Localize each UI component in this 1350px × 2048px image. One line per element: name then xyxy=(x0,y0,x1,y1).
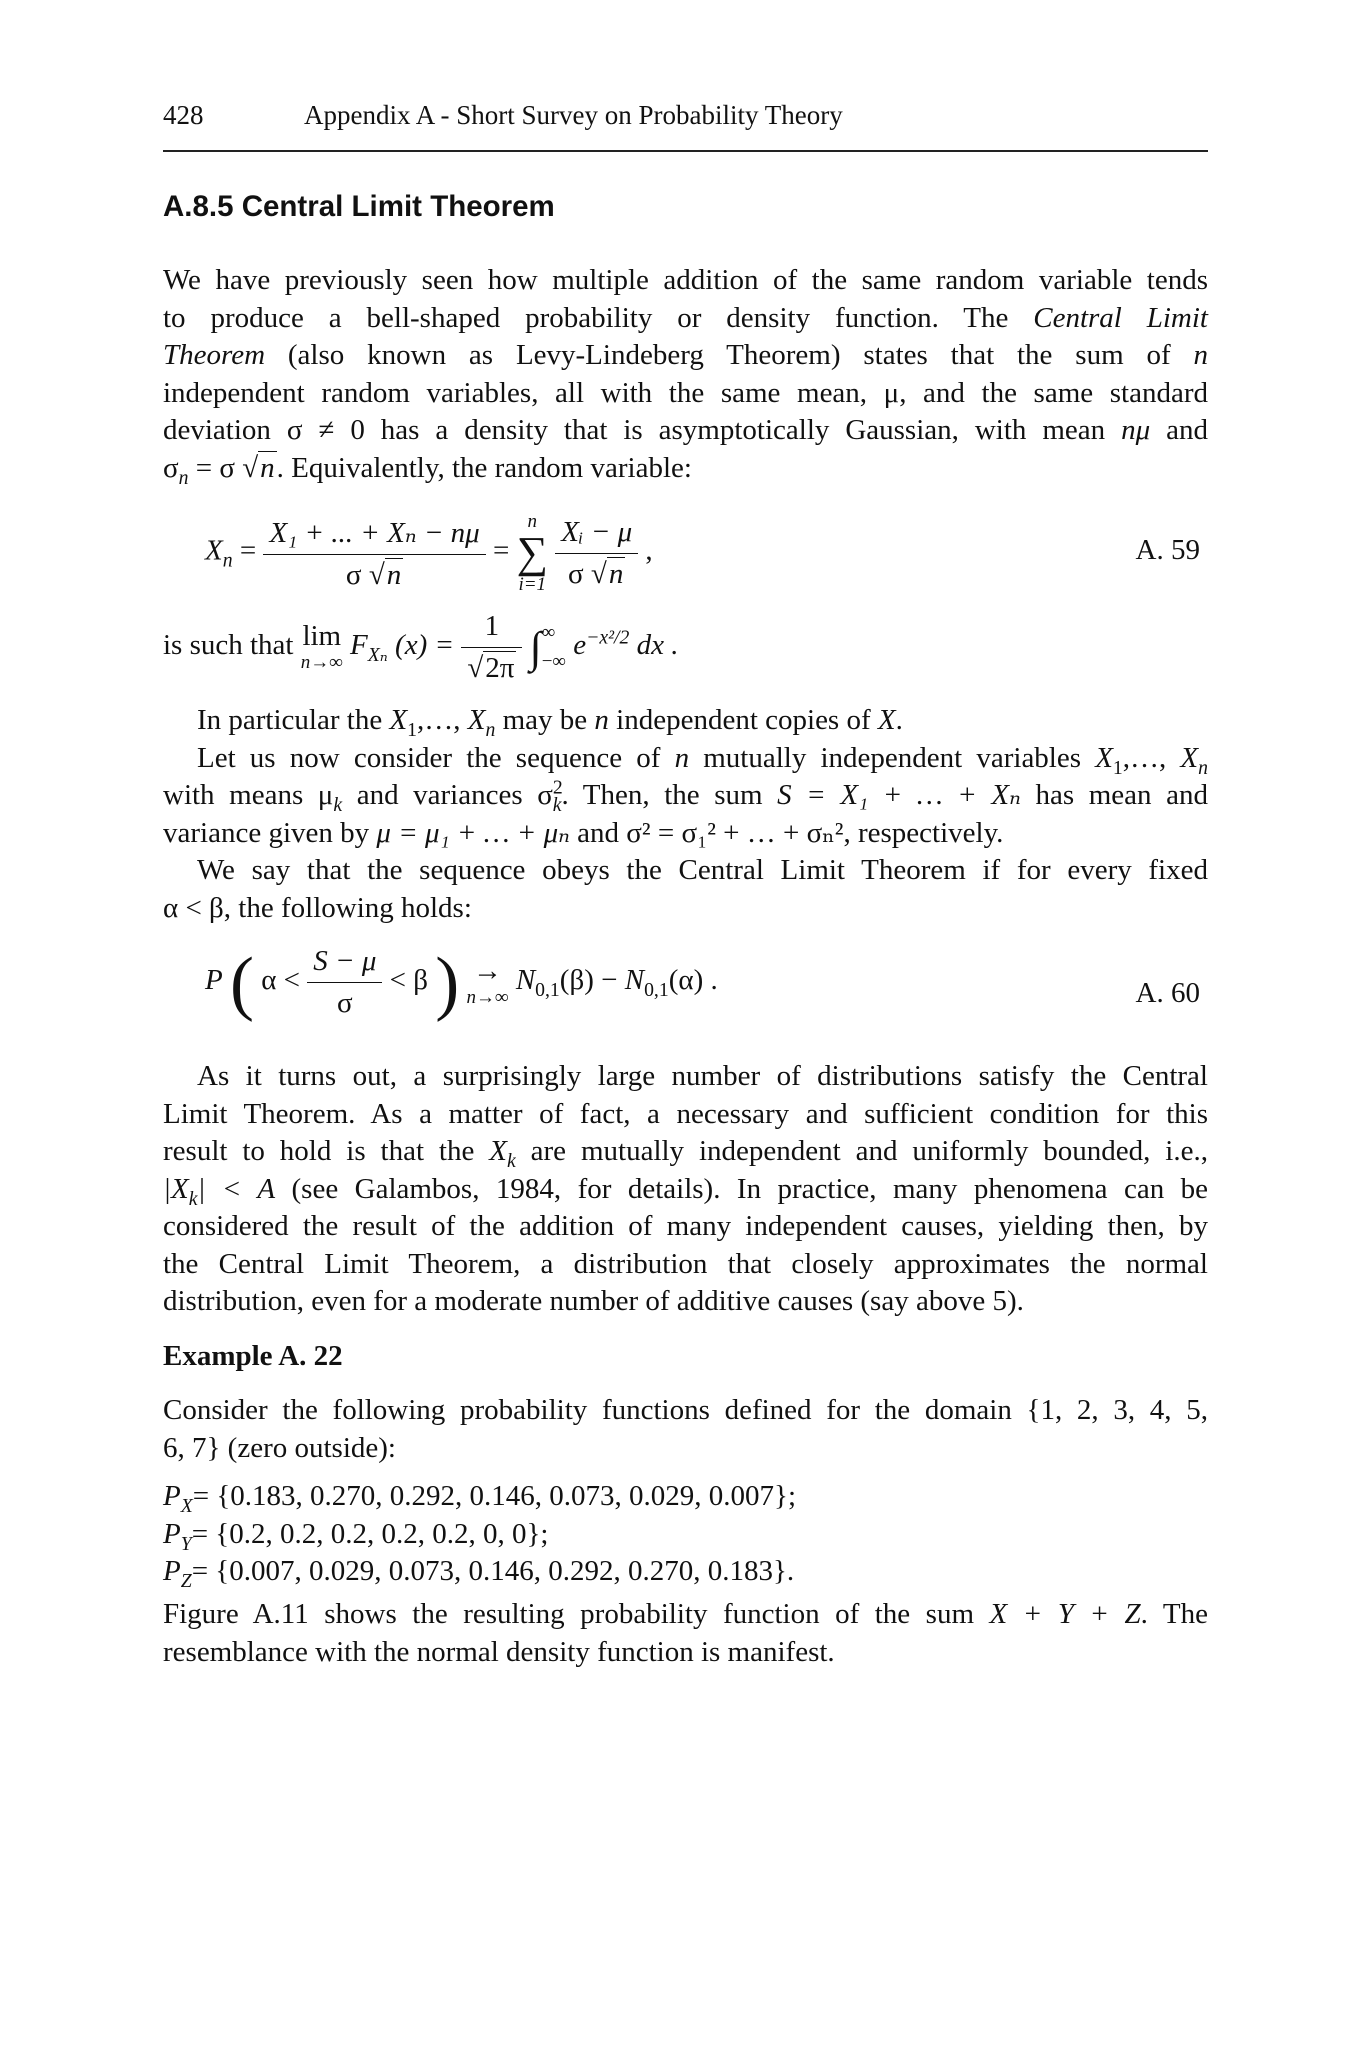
text-line: to produce a bell-shaped probability or density function. The Central Limit xyxy=(163,301,1208,334)
text-line: result to hold is that the $X_k$ are mutually independent and uniformly bounded, i.e., xyxy=(163,1135,1208,1172)
text-line: Figure A.11 shows the resulting probability function of the sum X + Y + Z. The xyxy=(163,1598,1208,1630)
text-line: We have previously seen how multiple addition of the same random variable tends xyxy=(163,264,1208,296)
example-title: Example A. 22 xyxy=(163,1340,343,1372)
text-line: deviation σ ≠ 0 has a density that is asymptotically Gaussian, with mean nμ and xyxy=(163,414,1208,446)
running-title: Appendix A - Short Survey on Probability Theory xyxy=(304,100,843,130)
eq-lhs: X xyxy=(205,534,223,567)
fraction: $\frac{S - \mu}{\sigma}$ xyxy=(307,945,382,1020)
px-values: $P_X= \{0.183$, 0.270, 0.292, 0.146, 0.073, 0.029, 0.007}; xyxy=(163,1480,797,1517)
text-line: In particular the $X_1,\dots$, $X_n$ may be n independent copies of X. xyxy=(197,704,903,741)
pz-values: $P_Z= \{0.007$, 0.029, 0.073, 0.146, 0.292, 0.270, 0.183}. xyxy=(163,1555,795,1592)
text-line: $\sigma_n = \sigma$ √n. Equivalently, the random variable: xyxy=(163,451,692,489)
paragraph-example xyxy=(163,1392,1208,1467)
page-number: 428 xyxy=(163,100,204,130)
text-line: resemblance with the normal density function is manifest. xyxy=(163,1635,835,1668)
paragraph-intro xyxy=(163,262,1208,487)
text-line: Let us now consider the sequence of n mutually independent variables $X_1,\dots$, $X_n$ xyxy=(197,741,1208,779)
paragraph-conditions xyxy=(163,1058,1208,1321)
text-line: the Central Limit Theorem, a distribution that closely approximates the normal xyxy=(163,1247,1208,1280)
fraction: $\frac{\text{Xᵢ − μ}}{\sigma √n}$ xyxy=(555,516,638,591)
text-line: We say that the sequence obeys the Central Limit Theorem if for every fixed xyxy=(197,854,1208,886)
text-line: independent random variables, all with the same mean, μ, and the same standard xyxy=(163,376,1208,409)
section-title: A.8.5 Central Limit Theorem xyxy=(163,190,555,223)
text-line: with means $\mu_k$ and variances $\sigma^2_k$. Then, the sum S = X₁ + … + Xₙ has mean and xyxy=(163,776,1208,816)
book-page: 428 Appendix A - Short Survey on Probability Theory A.8.5 Central Limit Theorem We have previously seen how multiple addition of the same random variable tends to produce a bell-shaped probability or density function. The Central Limit Theorem (also known as Levy-Lindeberg Theorem) states that the sum of n independent random variables, all with the same mean, μ, and the same standard deviation σ ≠ 0 has a density that is asymptotically Gaussian, with mean nμ and $\sigma_n = \sigma$ √n. Equivalently, the random variable: $X_n$ = $\frac{\text{X₁ + ... + Xₙ − nμ}}{\sigma √n}$ = n ∑ i=1 $\frac{\text{Xᵢ − μ}}{\sigma √n}$ , A. 59 is such that lim n→∞ $F_{X_n}$ (x) = $\frac{1}{√2\pi}$ ∫ ∞ −∞ $e^{-x^2/2}$ dx . In particular the $X_1,\dots$, $X_n$ may be n independent copies of X. Let us now consider the sequence of n mutually independent variables $X_1,\dots$, $X_n$ with means $\mu_k$ and variances $\sigma^2_k$. Then, the sum S = X₁ + … + Xₙ has mean and variance given by μ = μ₁ + … + μₙ and σ² = σ₁² + … + σₙ², respectively. We say that the sequence obeys the Central Limit Theorem if for every fixed α < β, the following holds: P ( α < $\frac{S - \mu}{\sigma}$ < β ) → n→∞ $N_{0,1}(\beta) - N_{0,1}(\alpha)$ . A. 60 As it turns out, a surprisingly large number of distributions satisfy the Central Limit Theorem. As a matter of fact, a necessary and sufficient condition for this result to hold is that the $X_k$ are mutually independent and uniformly bounded, i.e., $|X_k| < A$ (see Galambos, 1984, for details). In practice, many phenomena can be considered the result of the addition of many independent causes, yielding then, by the Central Limit Theorem, a distribution that closely approximates the normal distribution, even for a moderate number of additive causes (say above 5). Example A. 22 Consider the following probability functions defined for the domain {1, 2, 3, 4, 5, 6, 7} (zero outside): $P_X= \{0.183$, 0.270, 0.292, 0.146, 0.073, 0.029, 0.007}; $P_Y= \{0.2$, 0.2, 0.2, 0.2, 0.2, 0, 0}; $P_Z= \{0.007$, 0.029, 0.073, 0.146, 0.292, 0.270, 0.183}. Figure A.11 shows the resulting probability function of the sum X + Y + Z. The resemblance with the normal density function is manifest. xyxy=(0,0,1350,2048)
paragraph-sequence xyxy=(163,702,1208,927)
header-rule xyxy=(163,150,1208,152)
summation-symbol: n ∑ i=1 xyxy=(516,511,548,595)
fraction: $\frac{1}{√2\pi}$ xyxy=(461,610,522,685)
text-line: Theorem (also known as Levy-Lindeberg Theorem) states that the sum of n xyxy=(163,339,1208,371)
text-line: 6, 7} (zero outside): xyxy=(163,1431,396,1464)
py-values: $P_Y= \{0.2$, 0.2, 0.2, 0.2, 0.2, 0, 0}; xyxy=(163,1517,549,1555)
fraction: $\frac{\text{X₁ + ... + Xₙ − nμ}}{\sigma √n}$ xyxy=(263,515,485,592)
text-line: α < β, the following holds: xyxy=(163,891,472,924)
text-line: considered the result of the addition of many independent causes, yielding then, by xyxy=(163,1210,1208,1242)
equation-number: A. 59 xyxy=(1135,534,1200,566)
text-line: Consider the following probability functions defined for the domain {1, 2, 3, 4, 5, xyxy=(163,1394,1208,1426)
text-line: Limit Theorem. As a matter of fact, a necessary and sufficient condition for this xyxy=(163,1097,1208,1130)
equation-number: A. 60 xyxy=(1135,977,1200,1009)
probability-list xyxy=(163,1478,1208,1591)
integral-symbol: ∫ xyxy=(529,623,542,672)
text-line: $|X_k| < A$ (see Galambos, 1984, for details). In practice, many phenomena can be xyxy=(163,1172,1209,1210)
paragraph-figure-ref xyxy=(163,1596,1208,1671)
text-line: As it turns out, a surprisingly large number of distributions satisfy the Central xyxy=(197,1060,1208,1092)
text-line: variance given by μ = μ₁ + … + μₙ and σ² = σ₁² + … + σₙ², respectively. xyxy=(163,816,1004,849)
text-line: distribution, even for a moderate number of additive causes (say above 5). xyxy=(163,1285,1024,1317)
